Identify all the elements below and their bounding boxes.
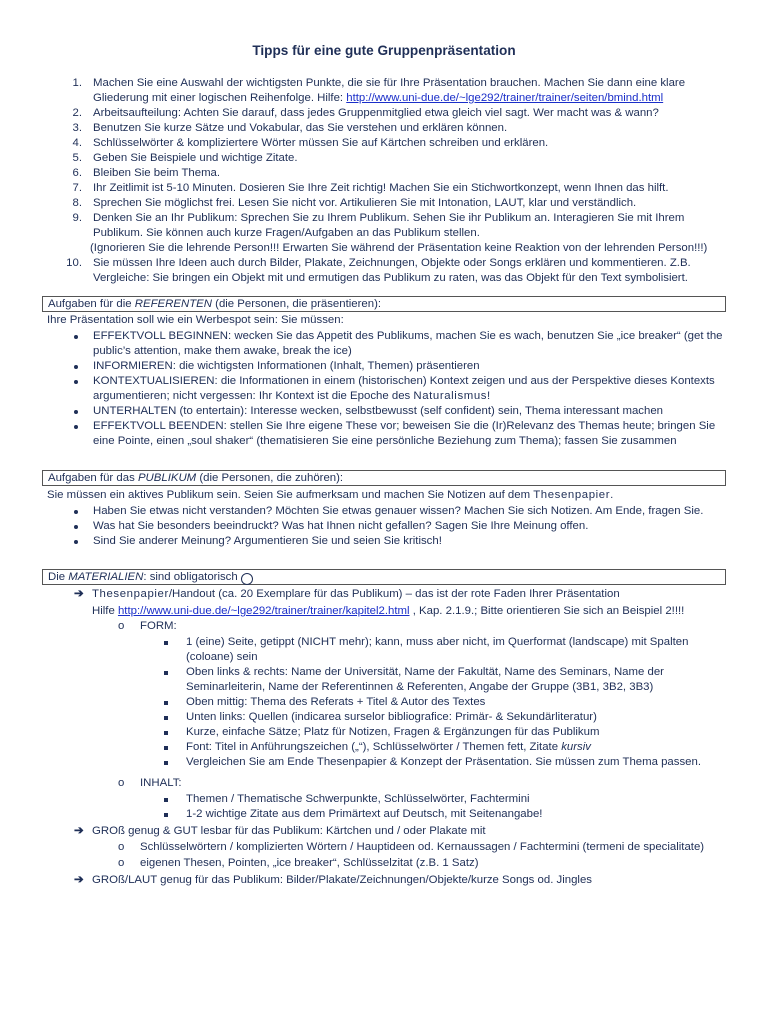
circle-bullet-icon: o	[118, 620, 125, 632]
list-item: EFFEKTVOLL BEENDEN: stellen Sie Ihre eigene These vor; beweisen Sie die (Ir)Relevanz des Themas heute; bringen Sie eine Pointe, einen „soul shaker“ (thematisieren Sie eine persönliche Beziehung zum Thema); fassen Sie zusammen	[72, 419, 732, 449]
list-item: 5. Geben Sie Beispiele und wichtige Zitate.	[72, 152, 298, 164]
arrow-icon: ➔	[74, 588, 84, 600]
list-item: Font: Titel in Anführungszeichen („“), Schlüsselwörter / Themen fett, Zitate kursiv	[164, 740, 724, 755]
list-item: KONTEXTUALISIEREN: die Informationen in einem (historischen) Kontext zeigen und aus der Perspektive dieses Kontexts argumentieren; nicht vergessen: Ihr Kontext ist die Epoche des Naturalismus!	[72, 374, 732, 404]
arrow-icon: ➔	[74, 825, 84, 837]
list-item: 9. Denken Sie an Ihr Publikum: Sprechen Sie zu Ihrem Publikum. Sehen Sie ihr Publikum an. Interagieren Sie mit Ihrem Publikum. Sie können auch kurze Fragen/Aufgaben an das Publikum stellen. (Ignorieren Sie die lehrende Person!!! Erwarten Sie während der Präsentation keine Reaktion von der lehrenden Person!!!)	[72, 212, 708, 254]
gross-sub-item: o eigenen Thesen, Pointen, „ice breaker“, Schlüsselzitat (z.B. 1 Satz)	[118, 857, 479, 869]
circle-bullet-icon: o	[118, 777, 125, 789]
list-item: 1-2 wichtige Zitate aus dem Primärtext auf Deutsch, mit Seitenangabe!	[164, 807, 724, 822]
list-item: 2. Arbeitsaufteilung: Achten Sie darauf, dass jedes Gruppenmitglied etwa gleich viel sagt. Wer macht was & wann?	[72, 107, 659, 119]
page-title: Tipps für eine gute Gruppenpräsentation	[252, 43, 516, 58]
smiley-icon	[241, 573, 253, 585]
gross-sub-item: o Schlüsselwörtern / komplizierten Wörtern / Hauptideen od. Kernaussagen / Fachtermini (termeni de specialitate)	[118, 841, 705, 853]
materialien-heading-box: Die MATERIALIEN: sind obligatorisch	[42, 569, 726, 585]
list-item: 6. Bleiben Sie beim Thema.	[72, 167, 221, 179]
list-item: Themen / Thematische Schwerpunkte, Schlüsselwörter, Fachtermini	[164, 792, 724, 807]
circle-bullet-icon: o	[118, 857, 125, 869]
list-item: INFORMIEREN: die wichtigsten Informationen (Inhalt, Themen) präsentieren	[72, 359, 732, 374]
list-item: Kurze, einfache Sätze; Platz für Notizen, Fragen & Ergänzungen für das Publikum	[164, 725, 724, 740]
circle-bullet-icon: o	[118, 841, 125, 853]
publikum-intro: Sie müssen ein aktives Publikum sein. Seien Sie aufmerksam und machen Sie Notizen auf dem Thesenpapier.	[47, 489, 614, 501]
list-item: Oben mittig: Thema des Referats + Titel & Autor des Textes	[164, 695, 724, 710]
publikum-heading-box: Aufgaben für das PUBLIKUM (die Personen, die zuhören):	[42, 470, 726, 486]
referenten-heading-box: Aufgaben für die REFERENTEN (die Personen, die präsentieren):	[42, 296, 726, 312]
list-item: Haben Sie etwas nicht verstanden? Möchten Sie etwas genauer wissen? Machen Sie sich Notizen. Am Ende, fragen Sie.	[72, 504, 732, 519]
list-item: 10. Sie müssen Ihre Ideen auch durch Bilder, Plakate, Zeichnungen, Objekte oder Songs erklären und kommentieren. Z.B. Vergleiche: Sie bringen ein Objekt mit und ermutigen das Publikum zu raten, was das Objekt für den Text symbolisiert.	[66, 257, 691, 284]
referenten-list	[72, 329, 732, 449]
gross-laut-row: ➔ GROß/LAUT genug für das Publikum: Bilder/Plakate/Zeichnungen/Objekte/kurze Songs od. Jingles	[74, 874, 592, 886]
list-item: 8. Sprechen Sie möglichst frei. Lesen Sie nicht vor. Artikulieren Sie mit Intonation, LAUT, klar und verständlich.	[72, 197, 637, 209]
arrow-icon: ➔	[74, 874, 84, 886]
tips-list	[62, 76, 732, 286]
form-label-row: o FORM:	[118, 620, 177, 632]
list-item: 4. Schlüsselwörter & kompliziertere Wörter müssen Sie auf Kärtchen schreiben und erklären.	[72, 137, 549, 149]
publikum-list	[72, 504, 732, 549]
bmind-link[interactable]: http://www.uni-due.de/~lge292/trainer/trainer/seiten/bmind.html	[346, 92, 664, 104]
kapitel2-link[interactable]: http://www.uni-due.de/~lge292/trainer/trainer/kapitel2.html	[117, 605, 410, 617]
form-list	[164, 635, 724, 770]
list-item: 1 (eine) Seite, getippt (NICHT mehr); kann, muss aber nicht, im Querformat (landscape) mit Spalten (coloane) sein	[164, 635, 724, 665]
inhalt-label-row: o INHALT:	[118, 777, 182, 789]
list-item: UNTERHALTEN (to entertain): Interesse wecken, selbstbewusst (self confident) sein, Thema interessant machen	[72, 404, 732, 419]
list-item: EFFEKTVOLL BEGINNEN: wecken Sie das Appetit des Publikums, machen Sie es wach, benutzen Sie „ice breaker“ (get the public’s attention, make them awake, break the ice)	[72, 329, 732, 359]
list-item: Vergleichen Sie am Ende Thesenpapier & Konzept der Präsentation. Sie müssen zum Thema passen.	[164, 755, 724, 770]
list-item: 7. Ihr Zeitlimit ist 5-10 Minuten. Dosieren Sie Ihre Zeit richtig! Machen Sie ein Stichwortkonzept, wenn Ihnen das hilft.	[72, 182, 669, 194]
list-item: Oben links & rechts: Name der Universität, Name der Fakultät, Name des Seminars, Name der Seminarleiterin, Name der Referentinnen & Referenten, Angabe der Gruppe (3B1, 3B2, 3B3)	[164, 665, 724, 695]
list-item: Unten links: Quellen (indicarea surselor bibliografice: Primär- & Sekundärliteratur)	[164, 710, 724, 725]
list-item: 1. Machen Sie eine Auswahl der wichtigsten Punkte, die sie für Ihre Präsentation brauchen. Machen Sie dann eine klare Gliederung mit einer logischen Reihenfolge. Hilfe: http://www.uni-due.de/~lge292/trainer/trainer/seiten/bmind.html	[72, 77, 686, 104]
list-item: Sind Sie anderer Meinung? Argumentieren Sie und seien Sie kritisch!	[72, 534, 732, 549]
list-item: 3. Benutzen Sie kurze Sätze und Vokabular, das Sie verstehen und erklären können.	[72, 122, 508, 134]
hilfe-row: Hilfe http://www.uni-due.de/~lge292/trainer/trainer/kapitel2.html , Kap. 2.1.9.; Bitte orientieren Sie sich an Beispiel 2!!!!	[92, 605, 685, 617]
gross-gut-row: ➔ GROß genug & GUT lesbar für das Publikum: Kärtchen und / oder Plakate mit	[74, 825, 486, 837]
inhalt-list	[164, 792, 724, 822]
referenten-intro: Ihre Präsentation soll wie ein Werbespot sein: Sie müssen:	[47, 314, 344, 326]
list-item: Was hat Sie besonders beeindruckt? Was hat Ihnen nicht gefallen? Sagen Sie Ihre Meinung offen.	[72, 519, 732, 534]
thesenpapier-row: ➔ Thesenpapier/Handout (ca. 20 Exemplare für das Publikum) – das ist der rote Faden Ihrer Präsentation	[74, 588, 620, 600]
